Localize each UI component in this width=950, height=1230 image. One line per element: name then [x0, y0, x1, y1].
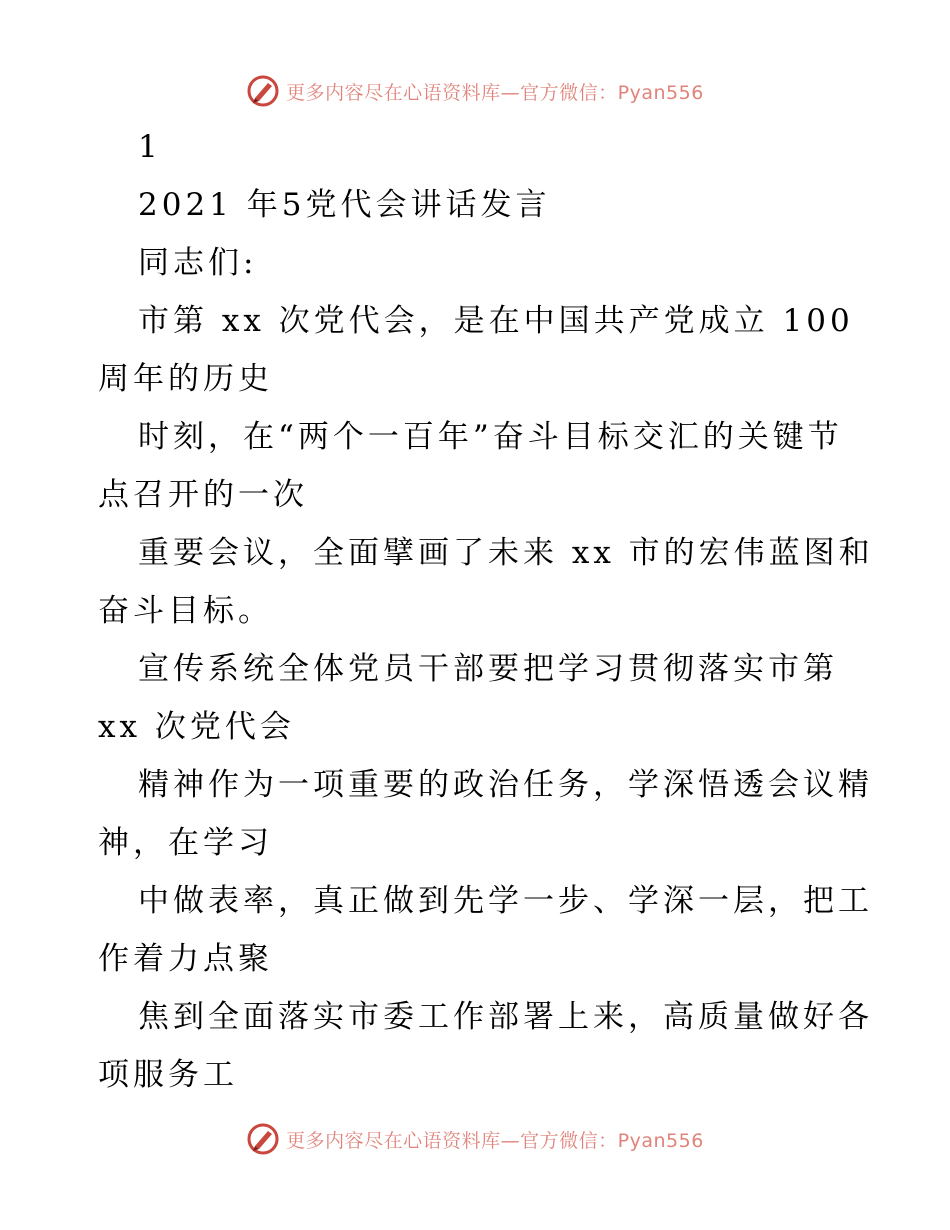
- text-line: 2021 年5党代会讲话发言: [138, 187, 551, 223]
- text-line: 精神作为一项重要的政治任务，学深悟透会议精: [138, 767, 873, 803]
- page-number: 1: [138, 129, 162, 165]
- text-line: 市第 xx 次党代会，是在中国共产党成立 100: [138, 303, 854, 339]
- text-line: 宣传系统全体党员干部要把学习贯彻落实市第: [138, 651, 838, 687]
- text-line: 奋斗目标。: [98, 593, 273, 629]
- footer-watermark: [0, 1119, 950, 1159]
- watermark-text: 更多内容尽在心语资料库—官方微信：Pyan556: [286, 81, 704, 104]
- text-line: 时刻，在“两个一百年”奋斗目标交汇的关键节: [138, 419, 843, 455]
- pen-logo-icon: [246, 74, 280, 108]
- text-line: 作着力点聚: [98, 941, 273, 977]
- text-line: 重要会议，全面擘画了未来 xx 市的宏伟蓝图和: [138, 535, 874, 571]
- pen-logo-icon: [246, 1122, 280, 1156]
- document-body: [98, 118, 874, 1104]
- text-line: 神，在学习: [98, 825, 273, 861]
- text-line: 焦到全面落实市委工作部署上来，高质量做好各: [138, 999, 873, 1035]
- text-line: 点召开的一次: [98, 477, 308, 513]
- text-line: 同志们:: [138, 245, 258, 281]
- text-line: 周年的历史: [98, 361, 273, 397]
- watermark-text: 更多内容尽在心语资料库—官方微信：Pyan556: [286, 1129, 704, 1152]
- paragraph-lines: [98, 176, 874, 1104]
- text-line: xx 次党代会: [98, 709, 295, 745]
- text-line: 中做表率，真正做到先学一步、学深一层，把工: [138, 883, 873, 919]
- header-watermark: [0, 71, 950, 111]
- text-line: 项服务工: [98, 1057, 238, 1093]
